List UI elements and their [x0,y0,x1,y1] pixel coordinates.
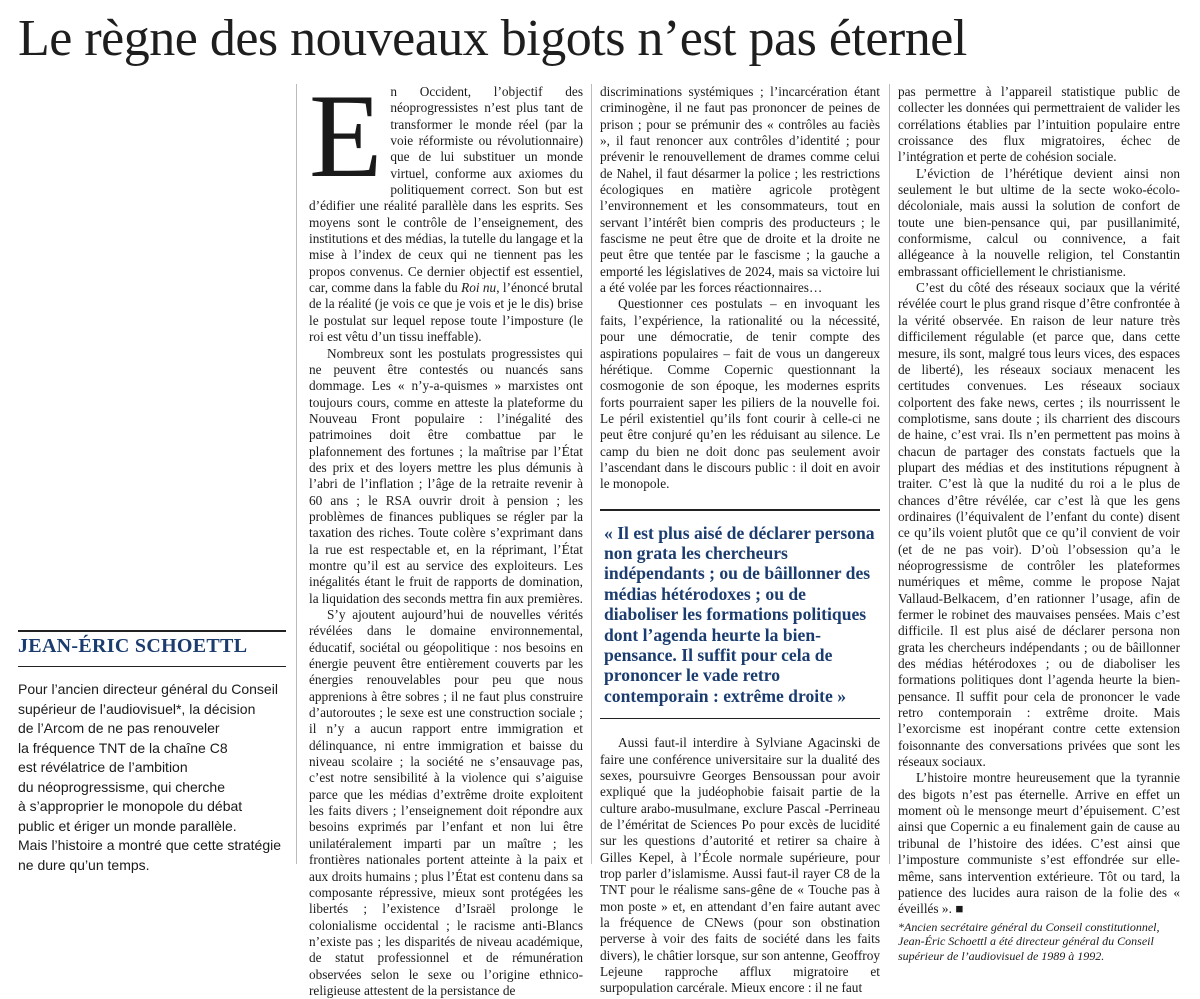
author-bottom-rule [18,666,286,667]
article-column-1 [309,69,583,998]
paragraph: Aussi faut-il interdire à Sylviane Agacinski de faire une conférence universitaire sur la dualité des sexes, poursuivre Georges Bensoussan pour avoir expliqué que la judéophobie faisait partie de la culture arabo-musulmane, exclure Pascal -Perrineau de l’éméritat de Sciences Po pour excès de lucidité sur les questions d’autorité et retirer sa chaire à Gilles Kepel, à l’École normale supérieure, pour trop parler d’islamisme. Aussi faut-il rayer C8 de la TNT pour le réalisme sans-gêne de « Touche pas à mon poste » et, en attendant d’en faire autant avec la fréquence de CNews (pour son obstination perverse à voir des faits de société dans les faits divers), le châtier lorsque, sur son antenne, Geoffroy Lejeune rapproche afflux migratoire et surpopulation carcérale. Mieux encore : il ne faut [600,735,880,996]
author-sidebar [18,90,286,873]
pull-quote: « Il est plus aisé de déclarer persona non grata les chercheurs indépendants ; ou de bâillonner des médias hétérodoxes ; ou de diaboliser les formations politiques dont l’agenda heurte la bien-pensance. Il suffit pour cela de prononcer le vade retro contemporain : extrême droite » [600,509,880,720]
column-separator [591,84,592,864]
column-separator [889,84,890,864]
paragraph: pas permettre à l’appareil statistique public de collecter les données qui permettraient de valider les corrélations établies par l’intuition populaire entre croissance des flux migratoires, échec de l’intégration et perte de cohésion sociale. [898,84,1180,165]
paragraph: Nombreux sont les postulats progressistes qui ne peuvent être contestés ou nuancés sans dommage. Les « n’y-a-quismes » marxistes ont toujours cours, comme en atteste la plateforme du Nouveau Front populaire : l’inégalité des patrimoines doit être combattue par le plafonnement des fortunes ; la maîtrise par l’État des prix et des loyers mettre les plus démunis à l’abri de l’inflation ; l’âge de la retraite revenir à 60 ans ; le RSA ouvrir droit à pension ; les problèmes de finances publiques se régler par la taxation des riches. Toute colère s’exprimant dans la rue est respectable et, en la réprimant, l’État montre qu’il est au service des exploiteurs. Les inégalités étant le fruit de rapports de domination, la liquidation des seconds mettra fin aux premières. [309,345,583,606]
paragraph: L’éviction de l’hérétique devient ainsi non seulement le but ultime de la secte woko-écolo-décoloniale, mais aussi la solution de confort de toute une bien-pensance qui, par pusillanimité, conformisme, calcul ou connivence, a fait allégeance à la nouvelle religion, tel Constantin embrassant officiellement le christianisme. [898,165,1180,279]
paragraph: C’est du côté des réseaux sociaux que la vérité révélée court le plus grand risque d’être confrontée à la vérité observée. En raison de leur nature très difficilement régulable (et parce que, dans cette mesure, ils sont, malgré tous leurs vices, des espaces de liberté), les réseaux sociaux menacent les certitudes convenues. Les réseaux sociaux colportent des fake news, certes ; ils nourrissent le complotisme, sans doute ; ils charrient des discours de haine, c’est vrai. Ils n’en permettent pas moins à chacun de partager des constats factuels que la plupart des médias et des institutions répugnent à traiter. C’est là que la nudité du roi a le plus de chances d’être révélée, car c’est là que les gens ordinaires (l’équivalent de l’enfant du conte) disent ce qu’ils voient plutôt que ce qu’il convient de voir (et de ne pas voir). D’où l’obsession qu’a le néoprogressisme de contrôler les plateformes numériques et même, comme le propose Najat Vallaud-Belkacem, d’en rationner l’usage, afin de fermer le robinet des mauvaises pensées. Mais c’est difficile. Il est plus aisé de déclarer persona non grata les chercheurs indépendants ; ou de bâillonner des médias hétérodoxes ; ou de diaboliser les formations politiques dont l’agenda heurte la bien-pensance. Il suffit pour cela de prononcer le vade retro contemporain : extrême droite. Mais l’exorcisme est inopérant contre cette extension foisonnante des conversations privées que sont les réseaux sociaux. [898,280,1180,770]
headline: Le règne des nouveaux bigots n’est pas éternel [18,10,967,67]
column-separator [296,84,297,864]
author-name: JEAN-ÉRIC SCHOETTL [18,635,248,657]
paragraph: S’y ajoutent aujourd’hui de nouvelles vérités révélées dans le domaine environnemental, éducatif, sociétal ou géopolitique : nos besoins en énergie peuvent être entièrement couverts par les énergies renouvelables pour peu que nous apprenions à être sobres ; il ne faut plus construire d’autoroutes ; le sexe est une construction sociale ; il n’y a aucun rapport entre immigration et délinquance, ni entre immigration et baisse du niveau scolaire ; la société ne s’ensauvage pas, c’est notre sensibilité à la violence qui s’aiguise parce que les médias d’extrême droite exploitent les faits divers ; l’enseignement doit répondre aux besoins exprimés par l’enfant et non lui être unilatéralement imparti par un maître ; les frontières nationales portent atteinte à la paix et aux droits humains ; plus l’État est contenu dans sa composante répressive, mieux sont protégées les libertés ; l’existence d’Israël prolonge le colonialisme occidental ; le racisme anti-Blancs n’existe pas ; les disparités de niveau académique, de statut professionnel et de rémunération observées selon le sexe ou l’origine ethnico-religieuse attestent de la persistance de [309,607,583,998]
footnote: *Ancien secrétaire général du Conseil constitutionnel, Jean-Éric Schoettl a été directeur général du Conseil supérieur de l’audiovisuel de 1989 à 1992. [898,919,1160,963]
author-bio: Pour l’ancien directeur général du Conseil supérieur de l’audiovisuel*, la décision de l’Arcom de ne pas renouveler la fréquence TNT de la chaîne C8 est révélatrice de l’ambition du néoprogressisme, qui cherche à s’approprier le monopole du débat public et ériger un monde parallèle. Mais l’histoire a montré que cette stratégie ne dure qu’un temps. [18,681,282,873]
drop-cap: E [309,69,383,202]
paragraph: n Occident, l’objectif des néoprogressistes n’est plus tant de transformer le monde réel (par la voie réformiste ou révolutionnaire) que de lui substituer un monde virtuel, conforme aux axiomes du politiquement correct. Son but est d’édifier une réalité parallèle dans les esprits. Ses moyens sont le contrôle de l’enseignement, des institutions et des médias, la tutelle du langage et la mise à l’index de ceux qui ne tiennent pas les propos convenus. Ce dernier objectif est essentiel, car, comme dans la fable du Roi nu, l’énoncé brutal de la réalité (je vois ce que je vois et je le dis) brise le postulat sur lequel repose toute l’imposture (le roi est vêtu d’un tissu ineffable). [309,84,583,345]
author-top-rule [18,630,286,632]
article-column-3 [898,84,1180,963]
article-column-2 [600,84,880,996]
paragraph: L’histoire montre heureusement que la tyrannie des bigots n’est pas éternelle. Arrive en effet un moment où le mensonge meurt d’épuisement. C’est ainsi que Copernic a eu finalement gain de cause au tribunal de l’histoire des idées. C’est ainsi que l’imposture communiste s’est effondrée sur elle-même, sans intervention extérieure. Tôt ou tard, la patience des lucides aura raison de la folie des « éveillés ». ■ [898,770,1180,917]
paragraph: discriminations systémiques ; l’incarcération étant criminogène, il ne faut pas prononcer de peines de prison ; pour se prémunir des « contrôles au faciès », il faut renoncer aux contrôles d’identité ; pour prévenir le renouvellement de drames comme celui de Nahel, il faut désarmer la police ; les restrictions écologiques en matière agricole protègent l’environnement et les consommateurs, tout en servant l’intérêt bien compris des producteurs ; le fascisme ne peut être que de droite et la droite ne peut être que tentée par le fascisme ; la gauche a emporté les législatives de 2024, mais sa victoire lui a été volée par les forces réactionnaires… [600,84,880,296]
paragraph: Questionner ces postulats – en invoquant les faits, l’expérience, la rationalité ou la nécessité, pour une démocratie, de tenir compte des aspirations populaires – fait de vous un dangereux hérétique. Comme Copernic questionnant la cosmogonie de son époque, les modernes esprits forts pourraient saper les piliers de la nouvelle foi. Le péril existentiel qu’ils font courir à celle-ci ne peut être conjuré qu’en les réduisant au silence. Le camp du bien ne doit donc pas seulement avoir l’ascendant dans le discours public : il doit en avoir le monopole. [600,296,880,492]
